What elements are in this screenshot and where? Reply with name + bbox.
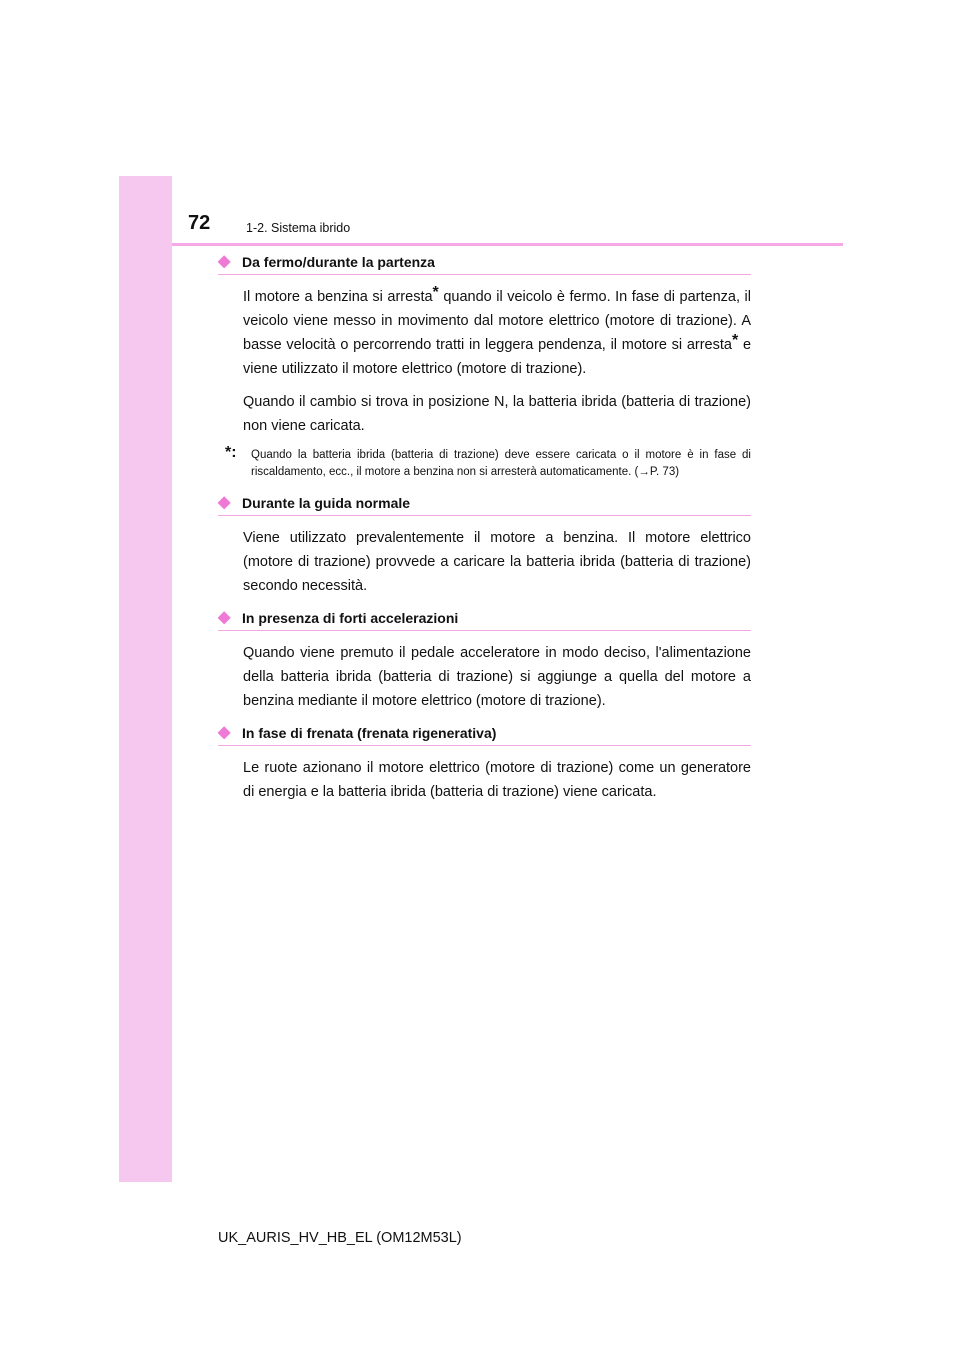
section-heading bbox=[218, 725, 751, 746]
paragraph-text: e viene utilizzato il motore elettrico (motore di trazione). bbox=[243, 337, 752, 377]
page-sidebar-band bbox=[119, 176, 172, 1182]
heading-text: Da fermo/durante la partenza bbox=[242, 254, 435, 270]
diamond-icon: ◆ bbox=[218, 494, 231, 511]
paragraph: Quando il cambio si trova in posizione N, la batteria ibrida (batteria di trazione) non viene caricata. bbox=[243, 394, 751, 434]
paragraph bbox=[243, 285, 751, 381]
asterisk-mark: * bbox=[731, 332, 739, 349]
page-content bbox=[218, 254, 751, 816]
footnote-mark: *: bbox=[225, 444, 237, 461]
paragraph: Viene utilizzato prevalentemente il motore a benzina. Il motore elettrico (motore di trazione) provvede a caricare la batteria ibrida (batteria di trazione) secondo necessità. bbox=[243, 530, 751, 594]
footnote bbox=[225, 444, 751, 481]
paragraph-text: Il motore a benzina si arresta bbox=[243, 289, 433, 305]
diamond-icon: ◆ bbox=[218, 724, 231, 741]
heading-text: Durante la guida normale bbox=[242, 495, 411, 511]
section-heading bbox=[218, 495, 751, 516]
footnote-text: Quando la batteria ibrida (batteria di trazione) deve essere caricata o il motore è in fase di riscaldamento, ecc., il motore a benzina non si arresterà automaticamente. (→P. 73) bbox=[251, 449, 751, 478]
section-heading bbox=[218, 254, 751, 275]
diamond-icon: ◆ bbox=[218, 609, 231, 626]
document-code: UK_AURIS_HV_HB_EL (OM12M53L) bbox=[218, 1230, 462, 1246]
paragraph-text: quando il veicolo è fermo. In fase di partenza, il veicolo viene messo in movimento dal motore elettrico (motore di trazione). A basse velocità o percorrendo tratti in leggera pendenza, il motore si arresta bbox=[243, 289, 751, 353]
paragraph: Le ruote azionano il motore elettrico (motore di trazione) come un generatore di energia e la batteria ibrida (batteria di trazione) viene caricata. bbox=[243, 760, 751, 800]
section-strong-acceleration bbox=[218, 610, 751, 713]
asterisk-mark: * bbox=[432, 284, 439, 301]
diamond-icon: ◆ bbox=[218, 253, 231, 270]
section-title: 1-2. Sistema ibrido bbox=[246, 221, 351, 235]
section-heading bbox=[218, 610, 751, 631]
heading-text: In fase di frenata (frenata rigenerativa) bbox=[242, 725, 497, 741]
heading-text: In presenza di forti accelerazioni bbox=[242, 610, 459, 626]
section-stationary bbox=[218, 254, 751, 481]
header-rule bbox=[172, 243, 843, 246]
section-normal-driving bbox=[218, 495, 751, 598]
section-regenerative-braking bbox=[218, 725, 751, 804]
page-number: 72 bbox=[188, 212, 211, 234]
paragraph: Quando viene premuto il pedale acceleratore in modo deciso, l'alimentazione della batteria ibrida (batteria di trazione) si aggiunge a quella del motore a benzina mediante il motore elettrico (motore di trazione). bbox=[243, 645, 751, 709]
